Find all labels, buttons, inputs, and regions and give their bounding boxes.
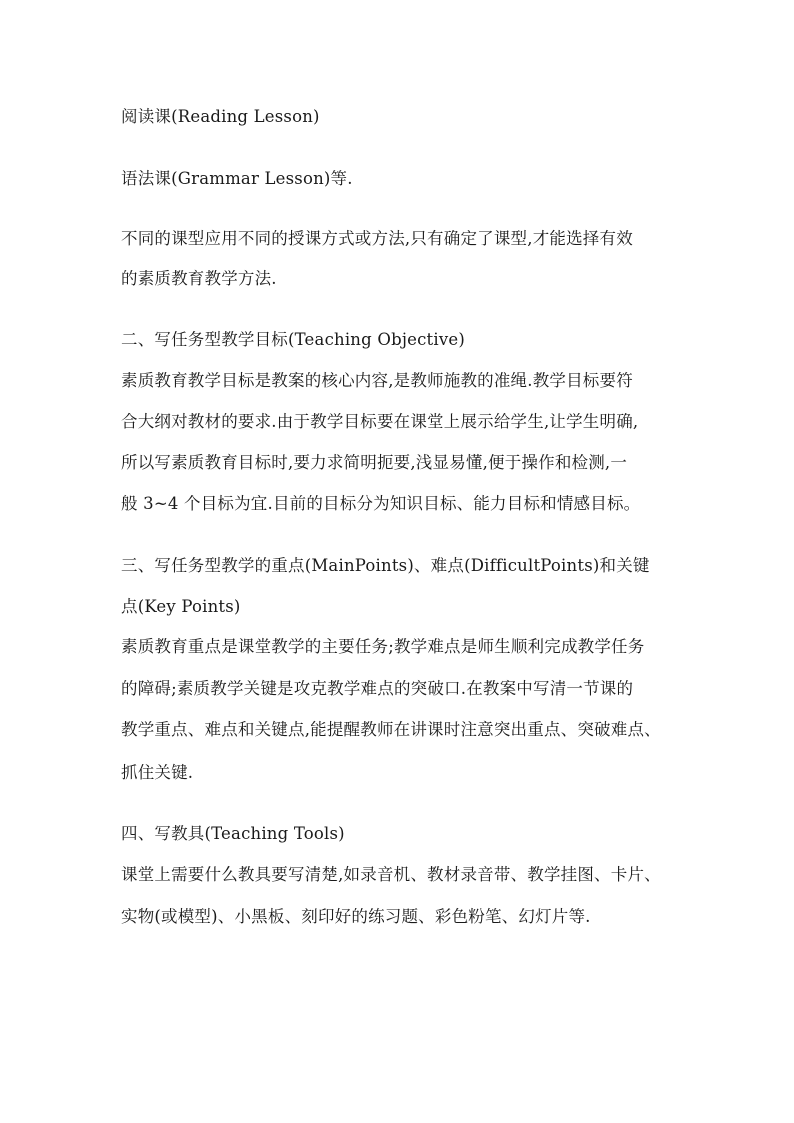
paragraph-line: 教学重点、难点和关键点,能提醒教师在讲课时注意突出重点、突破难点、 xyxy=(121,720,661,739)
section-heading-key-points-continued: 点(Key Points) xyxy=(121,597,241,616)
section-heading-teaching-tools: 四、写教具(Teaching Tools) xyxy=(121,824,345,843)
paragraph-line: 实物(或模型)、小黑板、刻印好的练习题、彩色粉笔、幻灯片等. xyxy=(121,907,591,926)
paragraph-line: 合大纲对教材的要求.由于教学目标要在课堂上展示给学生,让学生明确, xyxy=(121,412,639,431)
paragraph-line: 的障碍;素质教学关键是攻克教学难点的突破口.在教案中写清一节课的 xyxy=(121,679,634,698)
section-heading-teaching-objective: 二、写任务型教学目标(Teaching Objective) xyxy=(121,330,465,349)
paragraph-line-reading-lesson: 阅读课(Reading Lesson) xyxy=(121,107,320,126)
paragraph-line: 不同的课型应用不同的授课方式或方法,只有确定了课型,才能选择有效 xyxy=(121,229,633,248)
paragraph-line: 的素质教育教学方法. xyxy=(121,269,277,288)
paragraph-line: 素质教育重点是课堂教学的主要任务;教学难点是师生顺利完成教学任务 xyxy=(121,637,645,656)
paragraph-line: 般 3~4 个目标为宜.目前的目标分为知识目标、能力目标和情感目标。 xyxy=(121,494,641,513)
paragraph-line: 素质教育教学目标是教案的核心内容,是教师施教的准绳.教学目标要符 xyxy=(121,371,633,390)
paragraph-line: 所以写素质教育目标时,要力求简明扼要,浅显易懂,便于操作和检测,一 xyxy=(121,453,628,472)
paragraph-line-grammar-lesson: 语法课(Grammar Lesson)等. xyxy=(121,169,353,188)
section-heading-key-points: 三、写任务型教学的重点(MainPoints)、难点(DifficultPoints)和关键 xyxy=(121,556,650,575)
paragraph-line: 课堂上需要什么教具要写清楚,如录音机、教材录音带、教学挂图、卡片、 xyxy=(121,865,661,884)
paragraph-line: 抓住关键. xyxy=(121,763,194,782)
